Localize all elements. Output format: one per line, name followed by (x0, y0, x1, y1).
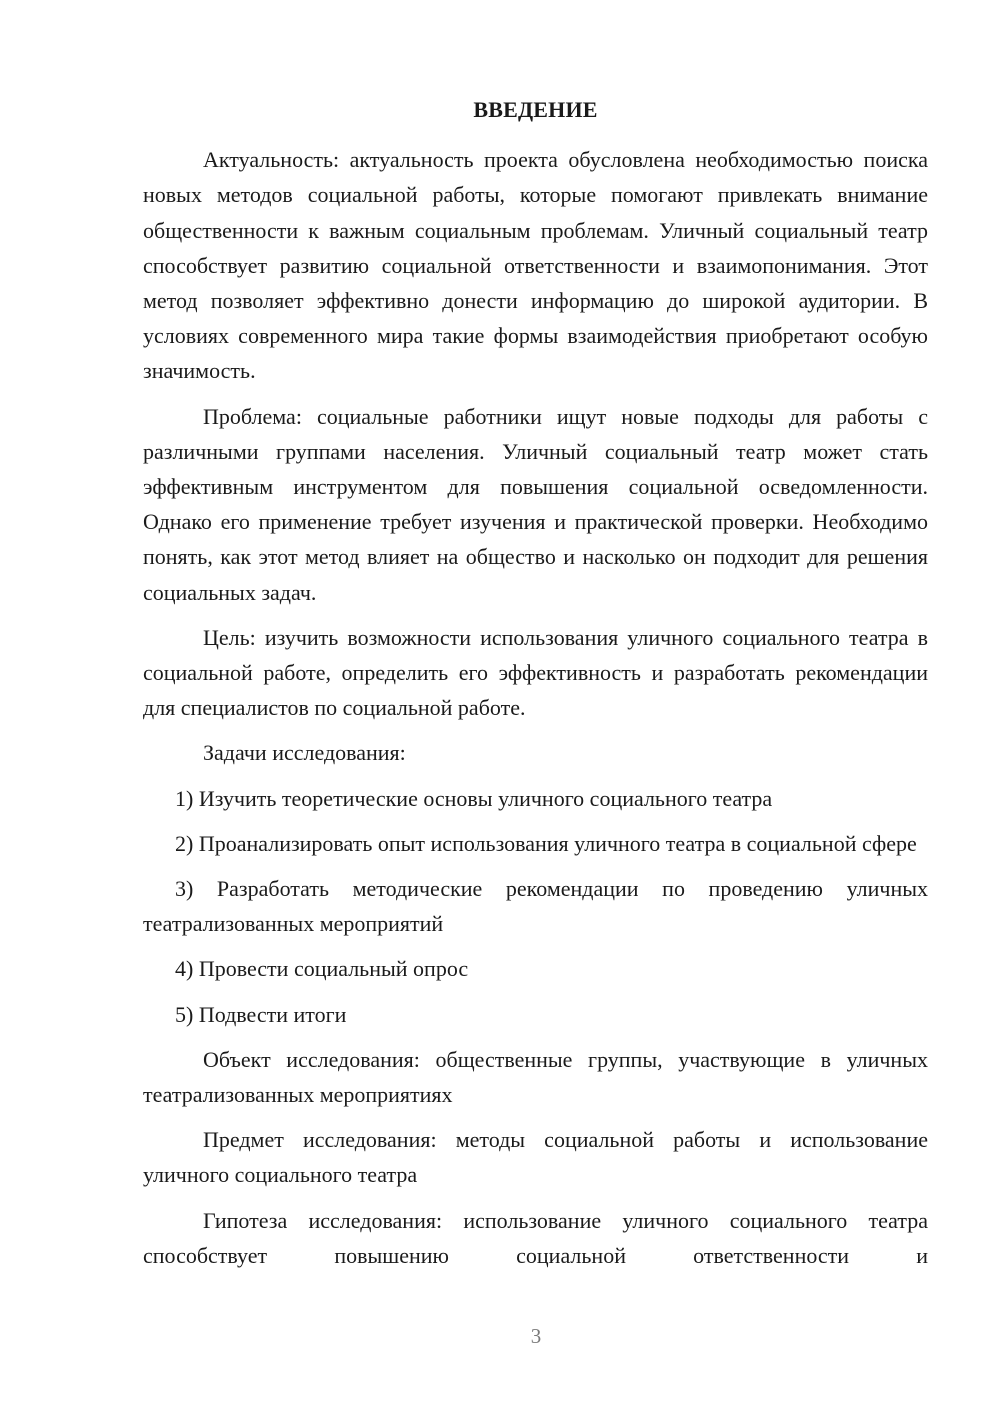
document-page (143, 92, 928, 1283)
task-item: 4) Провести социальный опрос (175, 956, 469, 982)
section-heading: ВВЕДЕНИЕ (473, 97, 598, 122)
task-item: 1) Изучить теоретические основы уличного социального театра (175, 785, 773, 811)
relevance-paragraph: Актуальность: актуальность проекта обусловлена необходимостью поиска новых методов социальной работы, которые помогают привлекать внимание общественности к важным социальным проблемам. Уличный социальный театр способствует развитию социальной ответственности и взаимопонимания. Этот метод позволяет эффективно донести информацию до широкой аудитории. В условиях современного мира такие формы взаимодействия приобретают особую значимость. (143, 147, 928, 384)
problem-paragraph: Проблема: социальные работники ищут новые подходы для работы с различными группами населения. Уличный социальный театр может стать эффективным инструментом для повышения социальной осведомленности. Однако его применение требует изучения и практической проверки. Необходимо понять, как этот метод влияет на общество и насколько он подходит для решения социальных задач. (143, 403, 928, 605)
subject-paragraph: Предмет исследования: методы социальной работы и использование уличного социального театра (143, 1127, 928, 1188)
page-number: 3 (530, 1324, 542, 1348)
task-item: 3) Разработать методические рекомендации по проведению уличных театрализованных мероприятий (143, 876, 928, 937)
tasks-intro-paragraph: Задачи исследования: (203, 740, 406, 766)
hypothesis-paragraph: Гипотеза исследования: использование уличного социального театра способствует повышению социальной ответственности и (143, 1207, 928, 1268)
task-item: 5) Подвести итоги (175, 1001, 347, 1027)
object-paragraph: Объект исследования: общественные группы, участвующие в уличных театрализованных мероприятиях (143, 1046, 928, 1108)
task-item: 2) Проанализировать опыт использования уличного театра в социальной сфере (175, 830, 917, 856)
goal-paragraph: Цель: изучить возможности использования уличного социального театра в социальной работе, определить его эффективность и разработать рекомендации для специалистов по социальной работе. (143, 624, 928, 721)
